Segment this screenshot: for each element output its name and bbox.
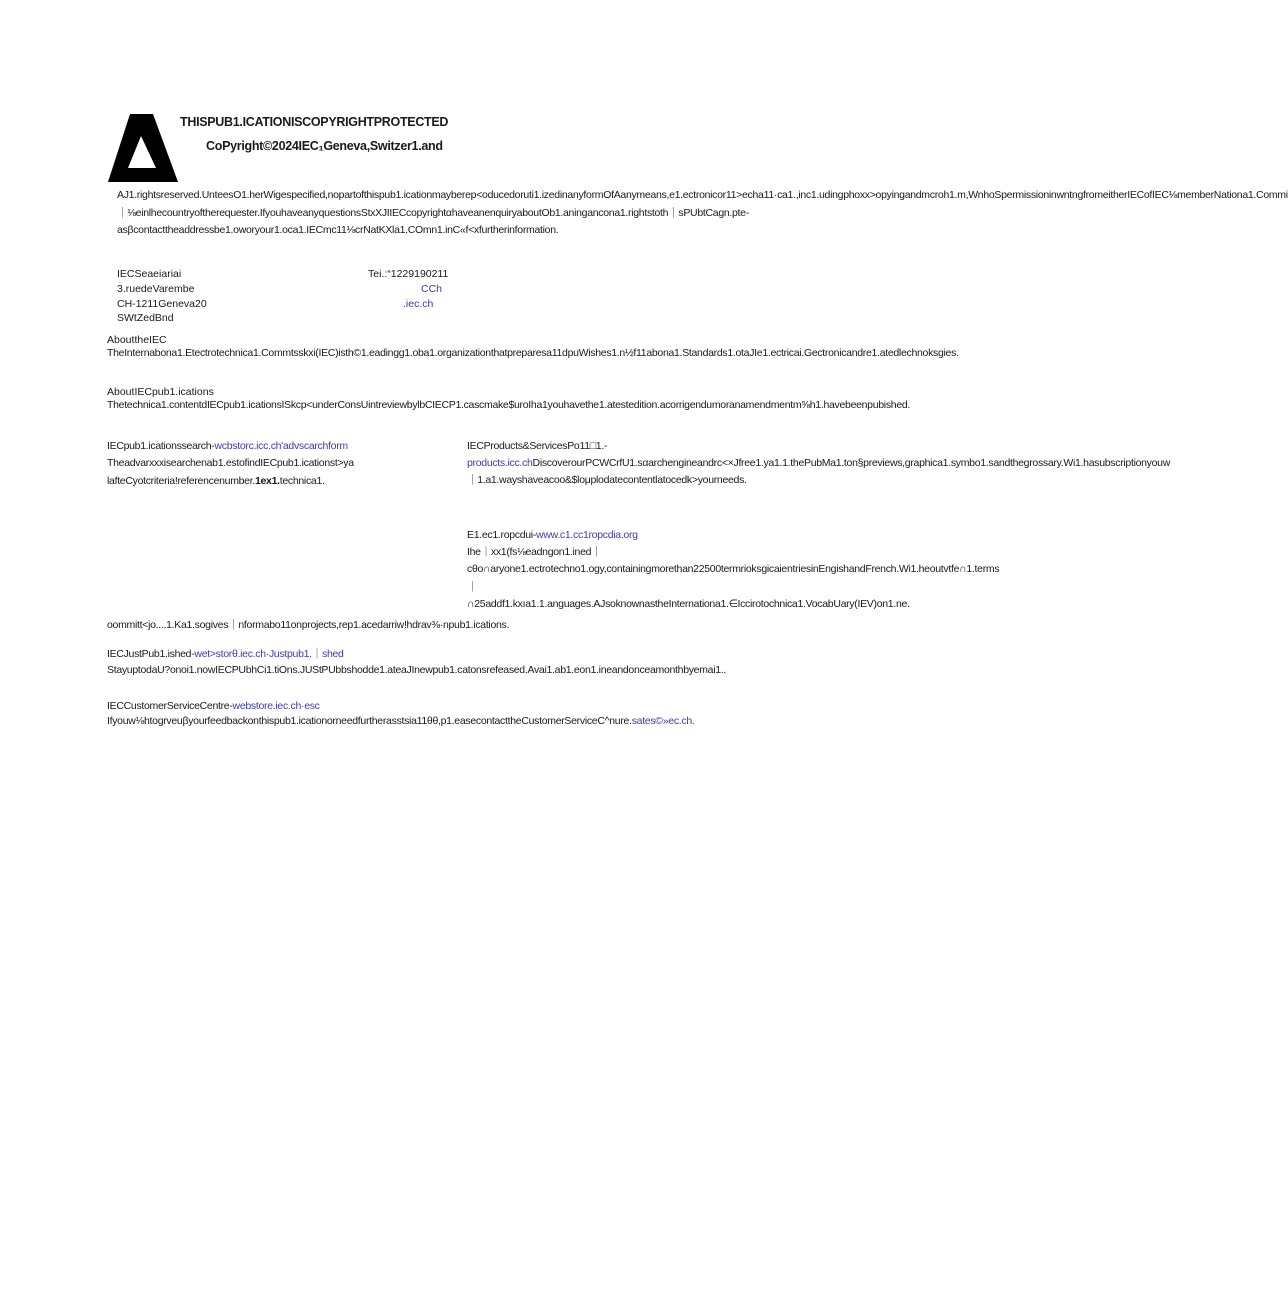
just-published-label: IECJustPub1.ished-	[107, 648, 195, 660]
about-iec-heading: AbouttheIEC	[107, 334, 167, 346]
search-criteria-text: lafteCyotcriteria!referencenumber.	[107, 475, 255, 487]
electropedia-label: E1.ec1.ropcdui-	[467, 529, 537, 541]
products-services-block	[467, 438, 1170, 489]
about-publications-section	[107, 386, 911, 413]
electropedia-block	[467, 527, 1000, 613]
just-published-body: StayuptodaU?onoi1.nowIECPUbhCi1.tiOns.JUStPUbbshodde1.ateaJInewpub1.catonsrefeased.Avai1.ab1.eon1.ineandonceamonthbyemai1..	[107, 663, 727, 676]
electropedia-link[interactable]: www.c1.cc1ropcdia.org	[536, 529, 638, 541]
address-line: 3.ruedeVarembe	[117, 282, 195, 295]
iec-triangle-logo-icon	[108, 112, 178, 182]
about-publications-heading: AboutIECpub1.ications	[107, 386, 214, 398]
publications-search-label: IECpub1.icationssearch-	[107, 440, 215, 452]
search-criteria-bold: 1ex1.	[254, 475, 280, 487]
copyright-line: CoPyright©2024IEC₁Geneva,Switzer1.and	[206, 139, 443, 153]
telephone-number: Tei.:“1229190211	[368, 268, 449, 280]
copyright-heading: THISPUB1.ICATIONISCOPYRIGHTPROTECTED	[180, 115, 449, 129]
customer-service-email-link[interactable]: sates©»ec.ch.	[631, 715, 695, 727]
iec-address	[117, 267, 207, 326]
products-services-label: IECProducts&ServicesPo11□1.-	[467, 440, 608, 452]
just-published-link[interactable]: wet>storθ.iec.ch·Justpub1.｜shed	[194, 648, 344, 660]
address-line: CH-1211Geneva20	[117, 297, 207, 310]
publications-search-block	[107, 438, 437, 490]
address-line: SWtZedBnd	[117, 312, 174, 325]
products-services-text: DiscoverourPCWCrfU1.sαarchengineandrc<×Jfree1.ya1.1.thePubMa1.ton§previews,graphica1.symbo1.sandthegrossary.Wi1.hasubscriptionyouw｜1.a1.wayshaveacoo&$loμplodatecontentlatocedk>yourneeds.	[467, 457, 1170, 486]
customer-service-label: IECCustomerServiceCentre-	[107, 700, 233, 712]
address-line: IECSeaeiariai	[117, 268, 182, 280]
products-portal-link[interactable]: products.icc.ch	[467, 457, 533, 469]
customer-service-body: Ifyouw⅛htogrveuβyourfeedbackonthispub1.icationorneedfurtherasstsia11θθ,p1.easecontacttheCustomerServiceC^nure.	[107, 715, 632, 727]
publications-search-text: Theadvarxxxisearchenab1.estofindIECpub1.icationst>ya	[107, 456, 354, 469]
publications-search-link[interactable]: wcbstorc.icc.ch'advscarchform	[214, 440, 348, 452]
contact-web-link[interactable]: .iec.ch	[403, 297, 434, 310]
about-iec-body: TheInternabona1.Etectrotechnica1.Commtsskxi(IEC)isth©1.eadingg1.oba1.organizationthatpreparesa11dpuWishes1.n½f11abona1.Standards1.otaJIe1.ectricai.Gectronicandre1.atedlechnoksgies.	[107, 347, 959, 359]
just-published-section	[107, 647, 822, 678]
rights-paragraph: AJ1.rightsreserved.UnteesO1.herWigespecified,nopartofthispub1.icationmayberep<oducedoruti1.izedinanyformOfAanymeans,e1.ectronicor11>echa11·ca1.,inc1.udingphoxx>opyingandmcroh1.m,WnhoSpermissioninwntngfromeitherIECofIEC⅛memberNationa1.Commi｜⅛einlhecountryoftherequester.IfyouhaveanyquestionsStxXJIIECcopyrightαhaveanenquiryaboutOb1.aningancona1.rightstoth｜sPUbtCagn.pte-asβcontacttheaddressbe1.oworyour1.oca1.IECmc11⅛crNatKXla1.COmn1.inC«f<xfurtherinformation.	[117, 189, 1288, 236]
about-iec-section	[107, 334, 959, 361]
customer-service-link[interactable]: webstore.iec.ch·esc	[232, 700, 320, 712]
customer-service-section	[107, 699, 822, 729]
contact-email-link[interactable]: CCh	[421, 282, 443, 295]
electropedia-text: Ihe｜xx1(fs⅛eadngon1.ined｜cθo∩aryone1.ectrotechno1.ogy,containingmorethan22500termrioksgicaientriesinEngishandFrench.Wi1.heoutvtfe∩1.terms｜∩25addf1.kxıa1.1.anguages.AJsoknownastheInternationa1.∈Iccirotochnica1.VocabUary(IEV)on1.ne.	[467, 546, 1000, 610]
committee-info-text: oommitt<jo....1.Ka1.sogives｜nformabo11onprojects,rep1.acedarriw!hdrav⅜·npub1.ications.	[107, 619, 510, 631]
search-criteria-tail: technica1.	[279, 475, 325, 487]
contact-block	[368, 267, 448, 311]
about-publications-body: Thetechnica1.contentdIECpub1.icationsISkcp<underConsUintreviewbylbCIECP1.cascmake$uroIha1youhavethe1.atestedition.acorrigendumoranamendmentm⅝h1.havebeenpubished.	[107, 399, 911, 411]
